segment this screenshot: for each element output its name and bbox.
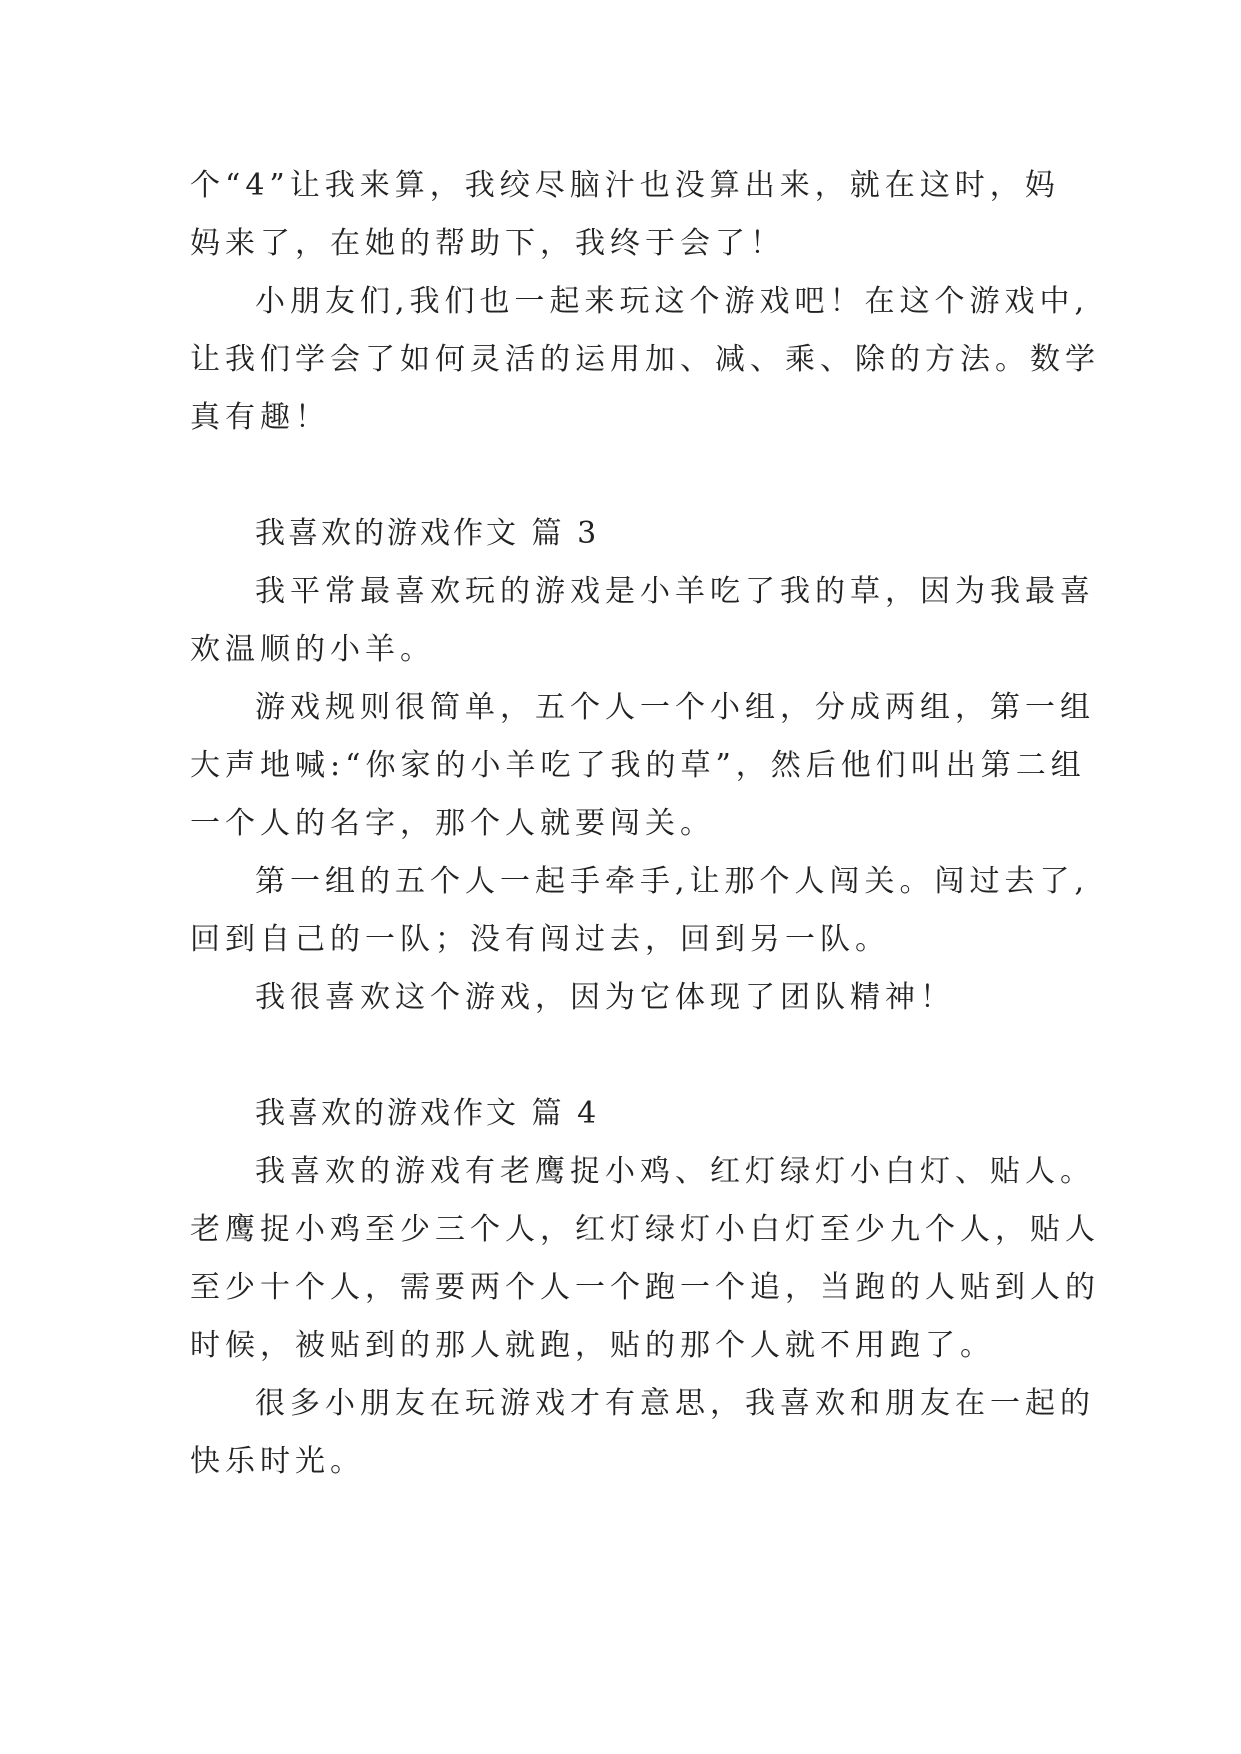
paragraph-line: 小朋友们,我们也一起来玩这个游戏吧！在这个游戏中, <box>255 284 1090 319</box>
paragraph-line: 大声地喊:“你家的小羊吃了我的草”，然后他们叫出第二组 <box>190 748 1086 783</box>
paragraph-line: 很多小朋友在玩游戏才有意思，我喜欢和朋友在一起的 <box>255 1386 1095 1421</box>
paragraph-line: 快乐时光。 <box>190 1444 365 1479</box>
paragraph-line: 我喜欢的游戏有老鹰捉小鸡、红灯绿灯小白灯、贴人。 <box>255 1154 1095 1189</box>
paragraph-line: 妈来了，在她的帮助下，我终于会了！ <box>190 226 785 261</box>
paragraph-line: 欢温顺的小羊。 <box>190 632 435 667</box>
section-heading: 我喜欢的游戏作文 篇 3 <box>255 516 600 551</box>
paragraph-line: 至少十个人，需要两个人一个跑一个追，当跑的人贴到人的 <box>190 1270 1100 1305</box>
paragraph-line: 回到自己的一队；没有闯过去，回到另一队。 <box>190 922 890 957</box>
paragraph-line: 老鹰捉小鸡至少三个人，红灯绿灯小白灯至少九个人，贴人 <box>190 1212 1100 1247</box>
paragraph-line: 个“4”让我来算，我绞尽脑汁也没算出来，就在这时，妈 <box>190 168 1060 203</box>
paragraph-line: 我平常最喜欢玩的游戏是小羊吃了我的草，因为我最喜 <box>255 574 1095 609</box>
paragraph-line: 游戏规则很简单，五个人一个小组，分成两组，第一组 <box>255 690 1095 725</box>
paragraph-line: 我很喜欢这个游戏，因为它体现了团队精神！ <box>255 980 955 1015</box>
section-heading: 我喜欢的游戏作文 篇 4 <box>255 1096 600 1131</box>
paragraph-line: 一个人的名字，那个人就要闯关。 <box>190 806 715 841</box>
paragraph-line: 第一组的五个人一起手牵手,让那个人闯关。闯过去了, <box>255 864 1090 899</box>
paragraph-line: 真有趣！ <box>190 400 330 435</box>
paragraph-line: 让我们学会了如何灵活的运用加、减、乘、除的方法。数学 <box>190 342 1100 377</box>
paragraph-line: 时候，被贴到的那人就跑，贴的那个人就不用跑了。 <box>190 1328 995 1363</box>
